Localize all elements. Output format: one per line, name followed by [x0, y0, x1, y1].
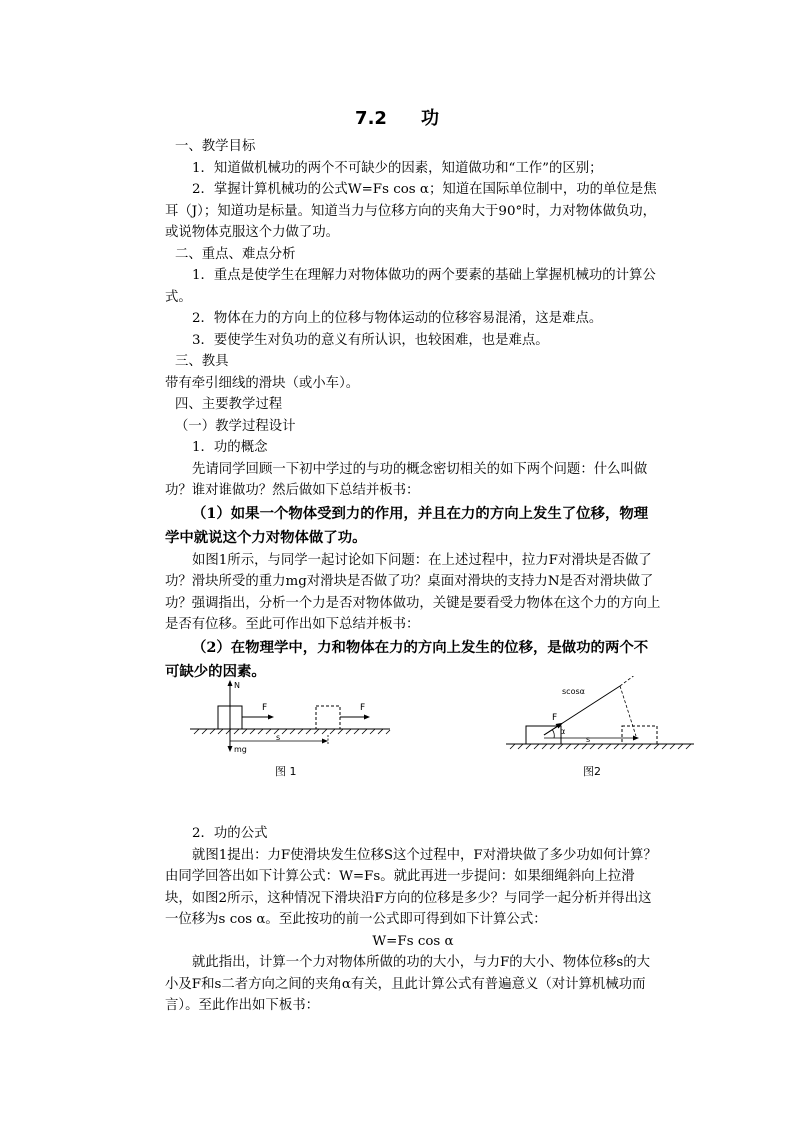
section-heading-objectives: 一、教学目标: [175, 139, 256, 154]
fig1-label-mg: mg: [234, 745, 247, 754]
figure-1-caption: 图 1: [275, 765, 297, 778]
fig1-block-end: [316, 706, 340, 729]
sub-heading-design: （一）教学过程设计: [175, 418, 296, 434]
concept-paragraph-2: 如图1所示，与同学一起讨论如下问题：在上述过程中，拉力F对滑块是否做了功？滑块所受的重力mg对滑块是否做了功？桌面对滑块的支持力N是否对滑块做了功？强调指出，分析一个力是否对物体做功，关键是要看受力物体在这个力的方向上是否有位移。至此可作出如下总结并板书：: [165, 552, 661, 632]
fig2-label-s: s: [586, 735, 591, 744]
title-word: 功: [420, 108, 439, 129]
title-number: 7.2: [355, 108, 387, 129]
fig2-block-end: [622, 726, 657, 744]
work-formula: W=Fs cos α: [372, 933, 454, 949]
fig1-gravity-head: [228, 746, 233, 752]
fig1-label-N: N: [234, 681, 240, 690]
fig1-force-head-1: [268, 715, 274, 720]
fig1-ground-hatching: [194, 729, 390, 734]
fig2-block-start: [526, 726, 561, 744]
section-heading-key-points: 二、重点、难点分析: [175, 246, 296, 262]
fig2-label-F: F: [552, 713, 558, 723]
fig1-label-F1: F: [262, 703, 268, 713]
lower-text-block: [165, 823, 661, 1017]
key-point-2: 2．物体在力的方向上的位移与物体运动的位移容易混淆，这是难点。: [192, 311, 603, 326]
fig2-displacement-head: [633, 736, 639, 741]
fig1-label-s: s: [276, 733, 281, 742]
figure-2-diagram: [500, 676, 696, 756]
figure-1-diagram: [190, 674, 400, 756]
fig2-projection-line: [620, 686, 636, 736]
fig2-ground-hatching: [510, 744, 691, 749]
fig2-label-scos: scosα: [562, 687, 585, 696]
section-heading-process: 四、主要教学过程: [175, 397, 283, 412]
formula-paragraph-1: 就图1提出：力F使滑块发生位移S这个过程中，F对滑块做了多少功如何计算？由同学回答出如下计算公式：W=Fs。就此再进一步提问：如果细绳斜向上拉滑块，如图2所示，这种情况下滑块沿F方向的位移是多少？与同学一起分析并得出这一位移为s cos α。至此按功的前一公式即可得到如下计算公式：: [165, 847, 657, 927]
key-point-1: 1．重点是使学生在理解力对物体做功的两个要素的基础上掌握机械功的计算公式。: [165, 268, 656, 305]
upper-text-block: [165, 136, 661, 684]
fig1-normal-force-head: [228, 680, 233, 686]
objective-item-2: 2．掌握计算机械功的公式W=Fs cos α；知道在国际单位制中，功的单位是焦耳（J）；知道功是标量。知道当力与位移方向的夹角大于90°时，力对物体做负功，或说物体克服这个力做了功。: [165, 182, 657, 240]
fig1-displacement-head: [322, 739, 328, 744]
fig1-force-head-2: [364, 715, 370, 720]
board-note-1: （1）如果一个物体受到力的作用，并且在力的方向上发生了位移，物理学中就说这个力对物体做了功。: [165, 504, 649, 546]
formula-paragraph-2: 就此指出，计算一个力对物体所做的功的大小，与力F的大小、物体位移s的大小及F和s二者方向之间的夹角α有关，且此计算公式有普遍意义（对计算机械功而言）。至此作出如下板书：: [165, 955, 651, 1013]
topic-heading-concept: 1．功的概念: [192, 440, 268, 455]
fig2-label-alpha: α: [560, 727, 566, 736]
section-heading-teaching-aids: 三、教具: [175, 354, 229, 369]
topic-heading-formula: 2．功的公式: [192, 826, 268, 841]
fig1-label-F2: F: [360, 703, 366, 713]
figure-2-caption: 图2: [583, 765, 601, 778]
objective-item-1: 1．知道做机械功的两个不可缺少的因素，知道做功和“工作”的区别；: [192, 160, 603, 176]
page-title: [0, 104, 794, 130]
concept-paragraph-1: 先请同学回顾一下初中学过的与功的概念密切相关的如下两个问题：什么叫做功？谁对谁做功？然后做如下总结并板书：: [165, 461, 648, 498]
fig2-angle-arc: [553, 730, 555, 738]
teaching-aids-text: 带有牵引细线的滑块（或小车）。: [165, 375, 360, 391]
key-point-3: 3．要使学生对负功的意义有所认识，也较困难，也是难点。: [192, 332, 549, 348]
board-note-2: （2）在物理学中，力和物体在力的方向上发生的位移，是做功的两个不可缺少的因素。: [165, 638, 649, 680]
